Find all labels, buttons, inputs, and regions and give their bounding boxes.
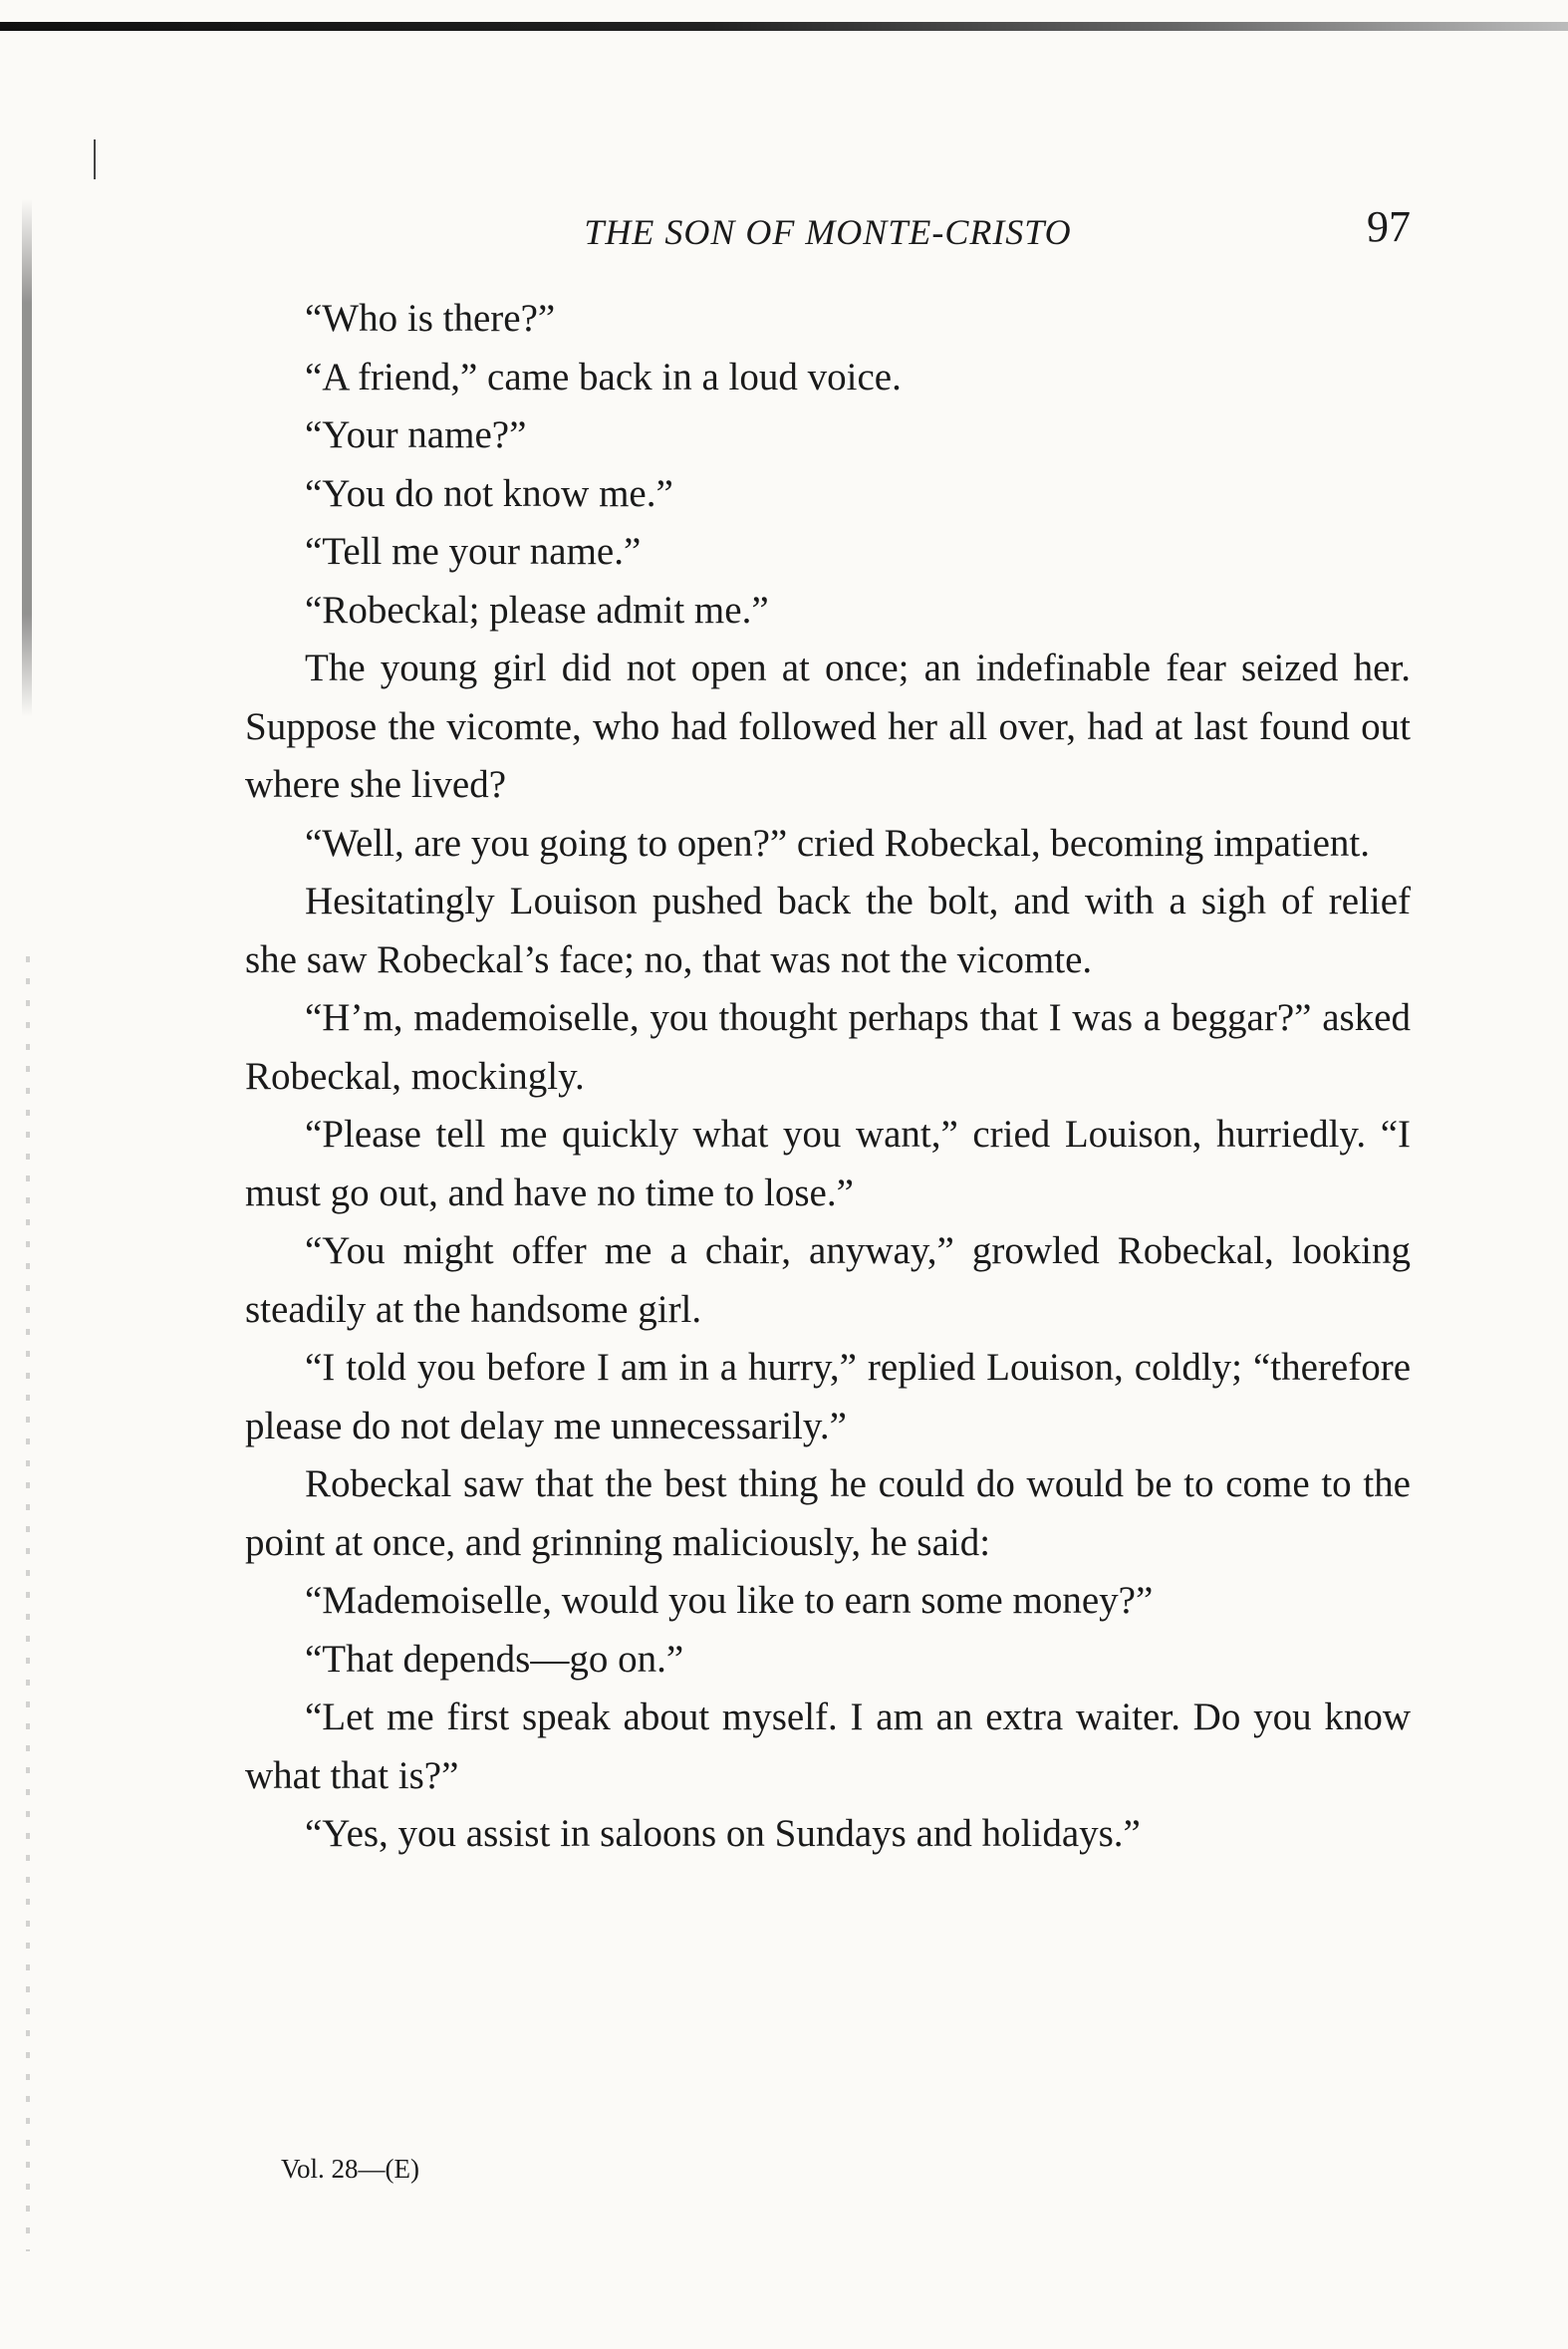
paragraph: “You do not know me.” — [305, 471, 673, 515]
page-header — [245, 197, 1411, 267]
paragraph: “You might offer me a chair, anyway,” growled Robeckal, looking steadily at the handsome girl. — [245, 1229, 1411, 1331]
paragraph: “Well, are you going to open?” cried Robeckal, becoming impatient. — [305, 821, 1370, 865]
paragraph: “I told you before I am in a hurry,” replied Louison, coldly; “therefore please do not delay me unnecessarily.” — [245, 1346, 1411, 1447]
paragraph: “That depends—go on.” — [305, 1637, 684, 1681]
paragraph: “Your name?” — [305, 413, 527, 456]
top-rule — [0, 22, 1568, 31]
paragraph: “Mademoiselle, would you like to earn some money?” — [305, 1579, 1154, 1622]
page-number: 97 — [1367, 202, 1411, 251]
body-text — [245, 290, 1411, 1864]
paragraph: “H’m, mademoiselle, you thought perhaps that I was a beggar?” asked Robeckal, mockingly. — [245, 996, 1411, 1098]
paragraph: Hesitatingly Louison pushed back the bolt, and with a sigh of relief she saw Robeckal’s face; no, that was not the vicomte. — [245, 880, 1411, 981]
paragraph: “A friend,” came back in a loud voice. — [305, 355, 902, 398]
paragraph: “Yes, you assist in saloons on Sundays and holidays.” — [305, 1812, 1141, 1855]
paragraph: “Robeckal; please admit me.” — [305, 588, 769, 632]
binding-shadow — [22, 199, 32, 717]
paragraph: The young girl did not open at once; an indefinable fear seized her. Suppose the vicomte, who had followed her all over, had at last found out where she lived? — [245, 647, 1411, 806]
paragraph: Robeckal saw that the best thing he could do would be to come to the point at once, and grinning maliciously, he said: — [245, 1462, 1411, 1564]
running-head: THE SON OF MONTE-CRISTO — [584, 212, 1072, 252]
paragraph: “Tell me your name.” — [305, 530, 642, 573]
paragraph: “Please tell me quickly what you want,” cried Louison, hurriedly. “I must go out, and have no time to lose.” — [245, 1113, 1411, 1214]
paragraph: “Let me first speak about myself. I am an extra waiter. Do you know what that is?” — [245, 1696, 1411, 1797]
paragraph: “Who is there?” — [305, 297, 556, 340]
margin-tick-mark — [94, 139, 96, 179]
binding-edge — [26, 956, 30, 2251]
signature-mark: Vol. 28—(E) — [281, 2154, 419, 2184]
